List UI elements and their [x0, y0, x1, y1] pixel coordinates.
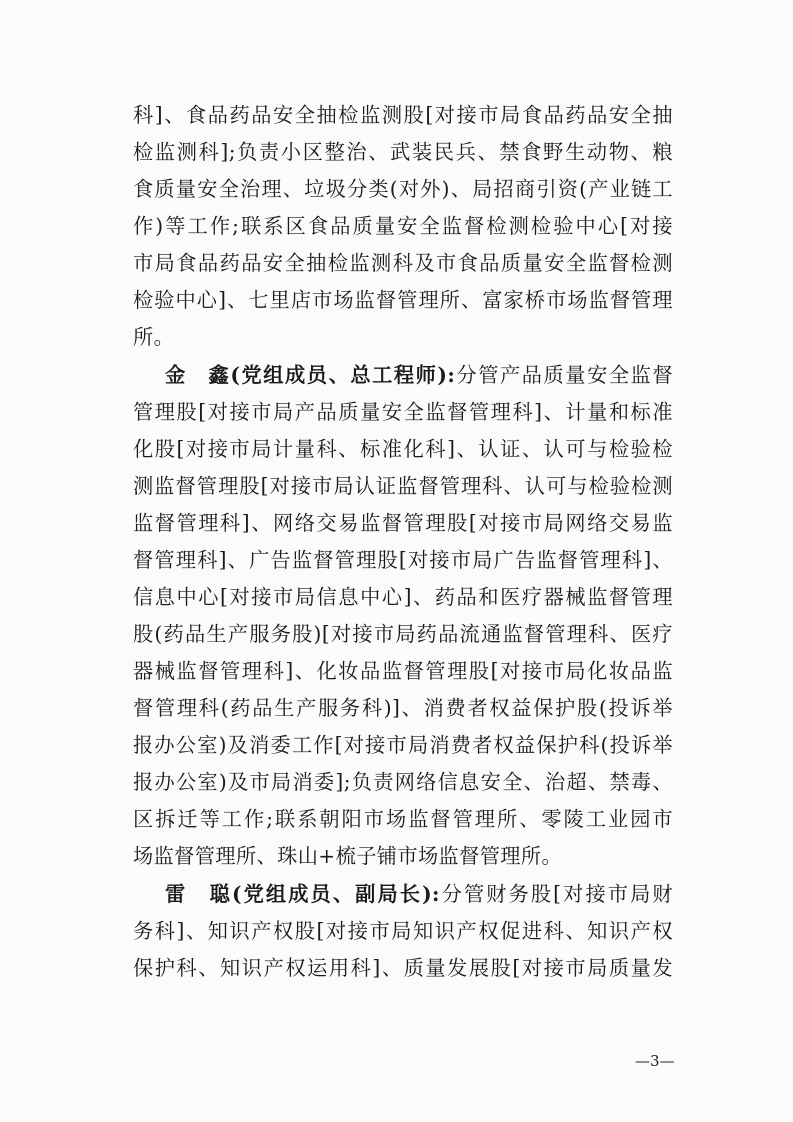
- text-line: 督管理科(药品生产服务科)]、消费者权益保护股(投诉举: [133, 696, 673, 720]
- text-line: 督管理科]、广告监督管理股[对接市局广告监督管理科]、: [133, 548, 673, 572]
- person-name: 雷 聪: [165, 882, 232, 906]
- text-line: 保护科、知识产权运用科]、质量发展股[对接市局质量发: [133, 956, 673, 980]
- text-line: 市局食品药品安全抽检监测科及市食品质量安全监督检测: [133, 251, 673, 275]
- paragraph-first-line: [133, 357, 673, 394]
- text-line: 报办公室)及市局消委];负责网络信息安全、治超、禁毒、: [133, 770, 673, 794]
- text-line: 作)等工作;联系区食品质量安全监督检测检验中心[对接: [133, 214, 673, 238]
- text-line: 场监督管理所、珠山+梳子铺市场监督管理所。: [133, 844, 563, 868]
- page-number: —3—: [635, 1052, 675, 1070]
- text-line: 信息中心[对接市局信息中心]、药品和医疗器械监督管理: [133, 585, 673, 609]
- text-line: 化股[对接市局计量科、标准化科]、认证、认可与检验检: [133, 437, 673, 461]
- person-role: (党组成员、总工程师):: [230, 363, 456, 387]
- person-role: (党组成员、副局长):: [231, 882, 440, 906]
- text-line: 管理股[对接市局产品质量安全监督管理科]、计量和标准: [133, 400, 673, 424]
- text-line: 所。: [133, 325, 175, 349]
- body-text: [133, 97, 673, 987]
- text-line: 食质量安全治理、垃圾分类(对外)、局招商引资(产业链工: [133, 177, 673, 201]
- text-line: 股(药品生产服务股)[对接市局药品流通监督管理科、医疗: [133, 622, 673, 646]
- paragraph-1: [133, 97, 673, 356]
- text-line: 科]、食品药品安全抽检监测股[对接市局食品药品安全抽: [133, 103, 673, 127]
- text-line: 区拆迁等工作;联系朝阳市场监督管理所、零陵工业园市: [133, 807, 673, 831]
- text-line: 务科]、知识产权股[对接市局知识产权促进科、知识产权: [133, 919, 673, 943]
- text-line: 检验中心]、七里店市场监督管理所、富家桥市场监督管理: [133, 288, 673, 312]
- text-line: 监督管理科]、网络交易监督管理股[对接市局网络交易监: [133, 511, 673, 535]
- person-name: 金 鑫: [165, 363, 231, 387]
- paragraph-first-line: [133, 876, 673, 913]
- first-line-text: 分管财务股[对接市局财: [439, 882, 673, 906]
- text-line: 报办公室)及消委工作[对接市局消费者权益保护科(投诉举: [133, 733, 673, 757]
- text-line: 测监督管理股[对接市局认证监督管理科、认可与检验检测: [133, 474, 673, 498]
- first-line-text: 分管产品质量安全监督: [455, 363, 673, 387]
- paragraph-3: [133, 876, 673, 987]
- paragraph-2: [133, 357, 673, 875]
- text-line: 检监测科];负责小区整治、武装民兵、禁食野生动物、粮: [133, 140, 673, 164]
- text-line: 器械监督管理科]、化妆品监督管理股[对接市局化妆品监: [133, 659, 673, 683]
